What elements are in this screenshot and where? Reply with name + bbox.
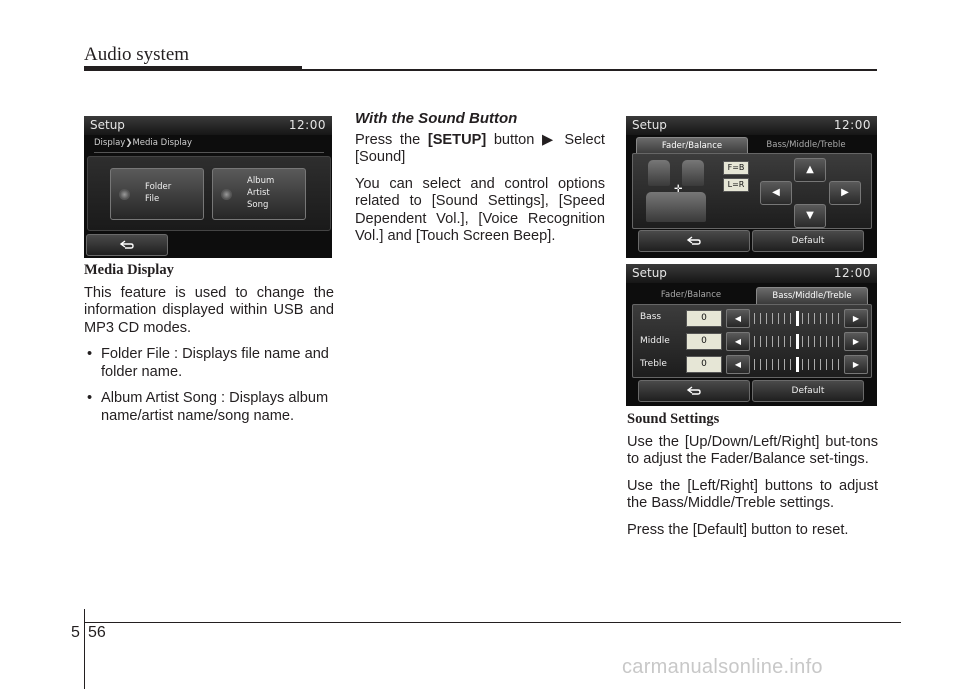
left-arrow-icon: ◀ — [734, 314, 742, 323]
screen-title: Setup — [90, 118, 125, 132]
fader-balance-screen — [626, 116, 877, 258]
default-paragraph: Press the [Default] button to reset. — [627, 521, 849, 538]
fader-balance-paragraph: Use the [Up/Down/Left/Right] but-tons to adjust the Fader/Balance set-tings. — [627, 433, 878, 467]
treble-slider-thumb[interactable] — [796, 357, 799, 372]
folder-file-option[interactable] — [110, 168, 204, 220]
list-item: • Folder File : Displays file name and folder name. — [84, 346, 334, 381]
screen-title-bar — [626, 116, 877, 135]
left-arrow-icon: ◀ — [734, 360, 742, 369]
sound-options-paragraph: You can select and control options related to [Sound Settings], [Speed Dependent Vol.], [Voice Recognition Vol.] and [Touch Screen Beep]. — [355, 175, 605, 244]
left-arrow-button[interactable] — [760, 181, 792, 205]
back-button[interactable] — [638, 230, 750, 252]
bass-value: 0 — [686, 310, 722, 327]
option-line: File — [145, 194, 160, 204]
middle-decrease-button[interactable] — [726, 332, 750, 351]
middle-slider-thumb[interactable] — [796, 334, 799, 349]
seat-icon — [648, 160, 670, 186]
return-arrow-icon — [686, 235, 702, 247]
header-rule-thin — [302, 69, 877, 71]
option-line: Folder — [145, 182, 172, 192]
default-button[interactable]: Default — [752, 380, 864, 402]
seat-icon — [646, 192, 706, 222]
option-line: Song — [247, 200, 269, 210]
right-arrow-icon: ▶ — [852, 337, 860, 346]
left-arrow-icon: ◀ — [734, 337, 742, 346]
media-display-screen — [84, 116, 332, 258]
media-display-paragraph: This feature is used to change the information displayed within USB and MP3 CD modes. — [84, 284, 334, 336]
default-button[interactable]: Default — [752, 230, 864, 252]
up-arrow-button[interactable] — [794, 158, 826, 182]
album-artist-song-option[interactable] — [212, 168, 306, 220]
screen-clock: 12:00 — [288, 118, 326, 132]
right-arrow-icon: ▶ — [852, 314, 860, 323]
down-arrow-button[interactable] — [794, 204, 826, 228]
list-item: • Album Artist Song : Displays album name/artist name/song name. — [84, 390, 334, 425]
tab-bass-middle-treble[interactable]: Bass/Middle/Treble — [756, 287, 868, 304]
option-line: Album — [247, 176, 275, 186]
tab-fader-balance[interactable]: Fader/Balance — [636, 137, 748, 154]
treble-decrease-button[interactable] — [726, 355, 750, 374]
left-column — [84, 262, 334, 434]
back-button[interactable] — [86, 234, 168, 256]
left-arrow-icon: ◀ — [772, 187, 780, 198]
middle-label: Middle — [640, 336, 670, 346]
screen-clock: 12:00 — [833, 266, 871, 280]
setup-key-label: [SETUP] — [427, 131, 487, 148]
down-arrow-icon: ▼ — [806, 210, 814, 221]
treble-increase-button[interactable] — [844, 355, 868, 374]
right-column — [627, 411, 878, 548]
page-number: 56 — [88, 624, 106, 641]
bass-increase-button[interactable] — [844, 309, 868, 328]
screen-title: Setup — [632, 118, 667, 132]
tab-bass-middle-treble[interactable]: Bass/Middle/Treble — [766, 140, 846, 150]
watermark: carmanualsonline.info — [622, 656, 823, 678]
footer-rule — [84, 622, 901, 623]
balance-crosshair-icon[interactable]: ✛ — [674, 184, 683, 195]
footer-divider — [84, 609, 85, 689]
middle-increase-button[interactable] — [844, 332, 868, 351]
middle-column — [355, 110, 605, 255]
fader-value-box: F=B — [723, 161, 749, 175]
return-arrow-icon — [119, 239, 135, 251]
seat-icon — [682, 160, 704, 186]
bass-slider-thumb[interactable] — [796, 311, 799, 326]
text-run: Select [Sound] — [355, 131, 605, 165]
bass-decrease-button[interactable] — [726, 309, 750, 328]
sound-button-heading: With the Sound Button — [355, 110, 518, 127]
text-run: Press the — [355, 131, 428, 148]
screen-clock: 12:00 — [833, 118, 871, 132]
tab-fader-balance[interactable]: Fader/Balance — [660, 290, 722, 300]
header-rule-thick — [84, 66, 302, 71]
seat-diagram — [646, 158, 710, 224]
sound-settings-heading: Sound Settings — [627, 411, 720, 427]
breadcrumb-divider — [94, 152, 324, 153]
screen-title: Setup — [632, 266, 667, 280]
screen-title-bar — [626, 264, 877, 283]
right-arrow-button[interactable] — [829, 181, 861, 205]
media-display-heading: Media Display — [84, 262, 174, 278]
radio-indicator-icon — [119, 189, 130, 200]
middle-value: 0 — [686, 333, 722, 350]
right-arrow-icon: ▶ — [852, 360, 860, 369]
option-list — [84, 346, 334, 425]
bass-label: Bass — [640, 312, 662, 322]
treble-label: Treble — [640, 359, 667, 369]
bass-middle-treble-paragraph: Use the [Left/Right] buttons to adjust the Bass/Middle/Treble settings. — [627, 477, 878, 511]
press-setup-paragraph — [355, 132, 605, 167]
return-arrow-icon — [686, 385, 702, 397]
up-arrow-icon: ▲ — [806, 164, 814, 175]
back-button[interactable] — [638, 380, 750, 402]
right-triangle-icon: ▶ — [542, 131, 557, 148]
right-arrow-icon: ▶ — [841, 187, 849, 198]
chapter-number: 5 — [71, 624, 80, 641]
treble-value: 0 — [686, 356, 722, 373]
screen-breadcrumb: Display❯Media Display — [94, 138, 193, 148]
screen-title-bar — [84, 116, 332, 135]
text-run: button — [486, 131, 543, 148]
balance-value-box: L=R — [723, 178, 749, 192]
bass-middle-treble-screen — [626, 264, 877, 406]
radio-indicator-icon — [221, 189, 232, 200]
section-title: Audio system — [84, 44, 190, 65]
option-line: Artist — [247, 188, 270, 198]
